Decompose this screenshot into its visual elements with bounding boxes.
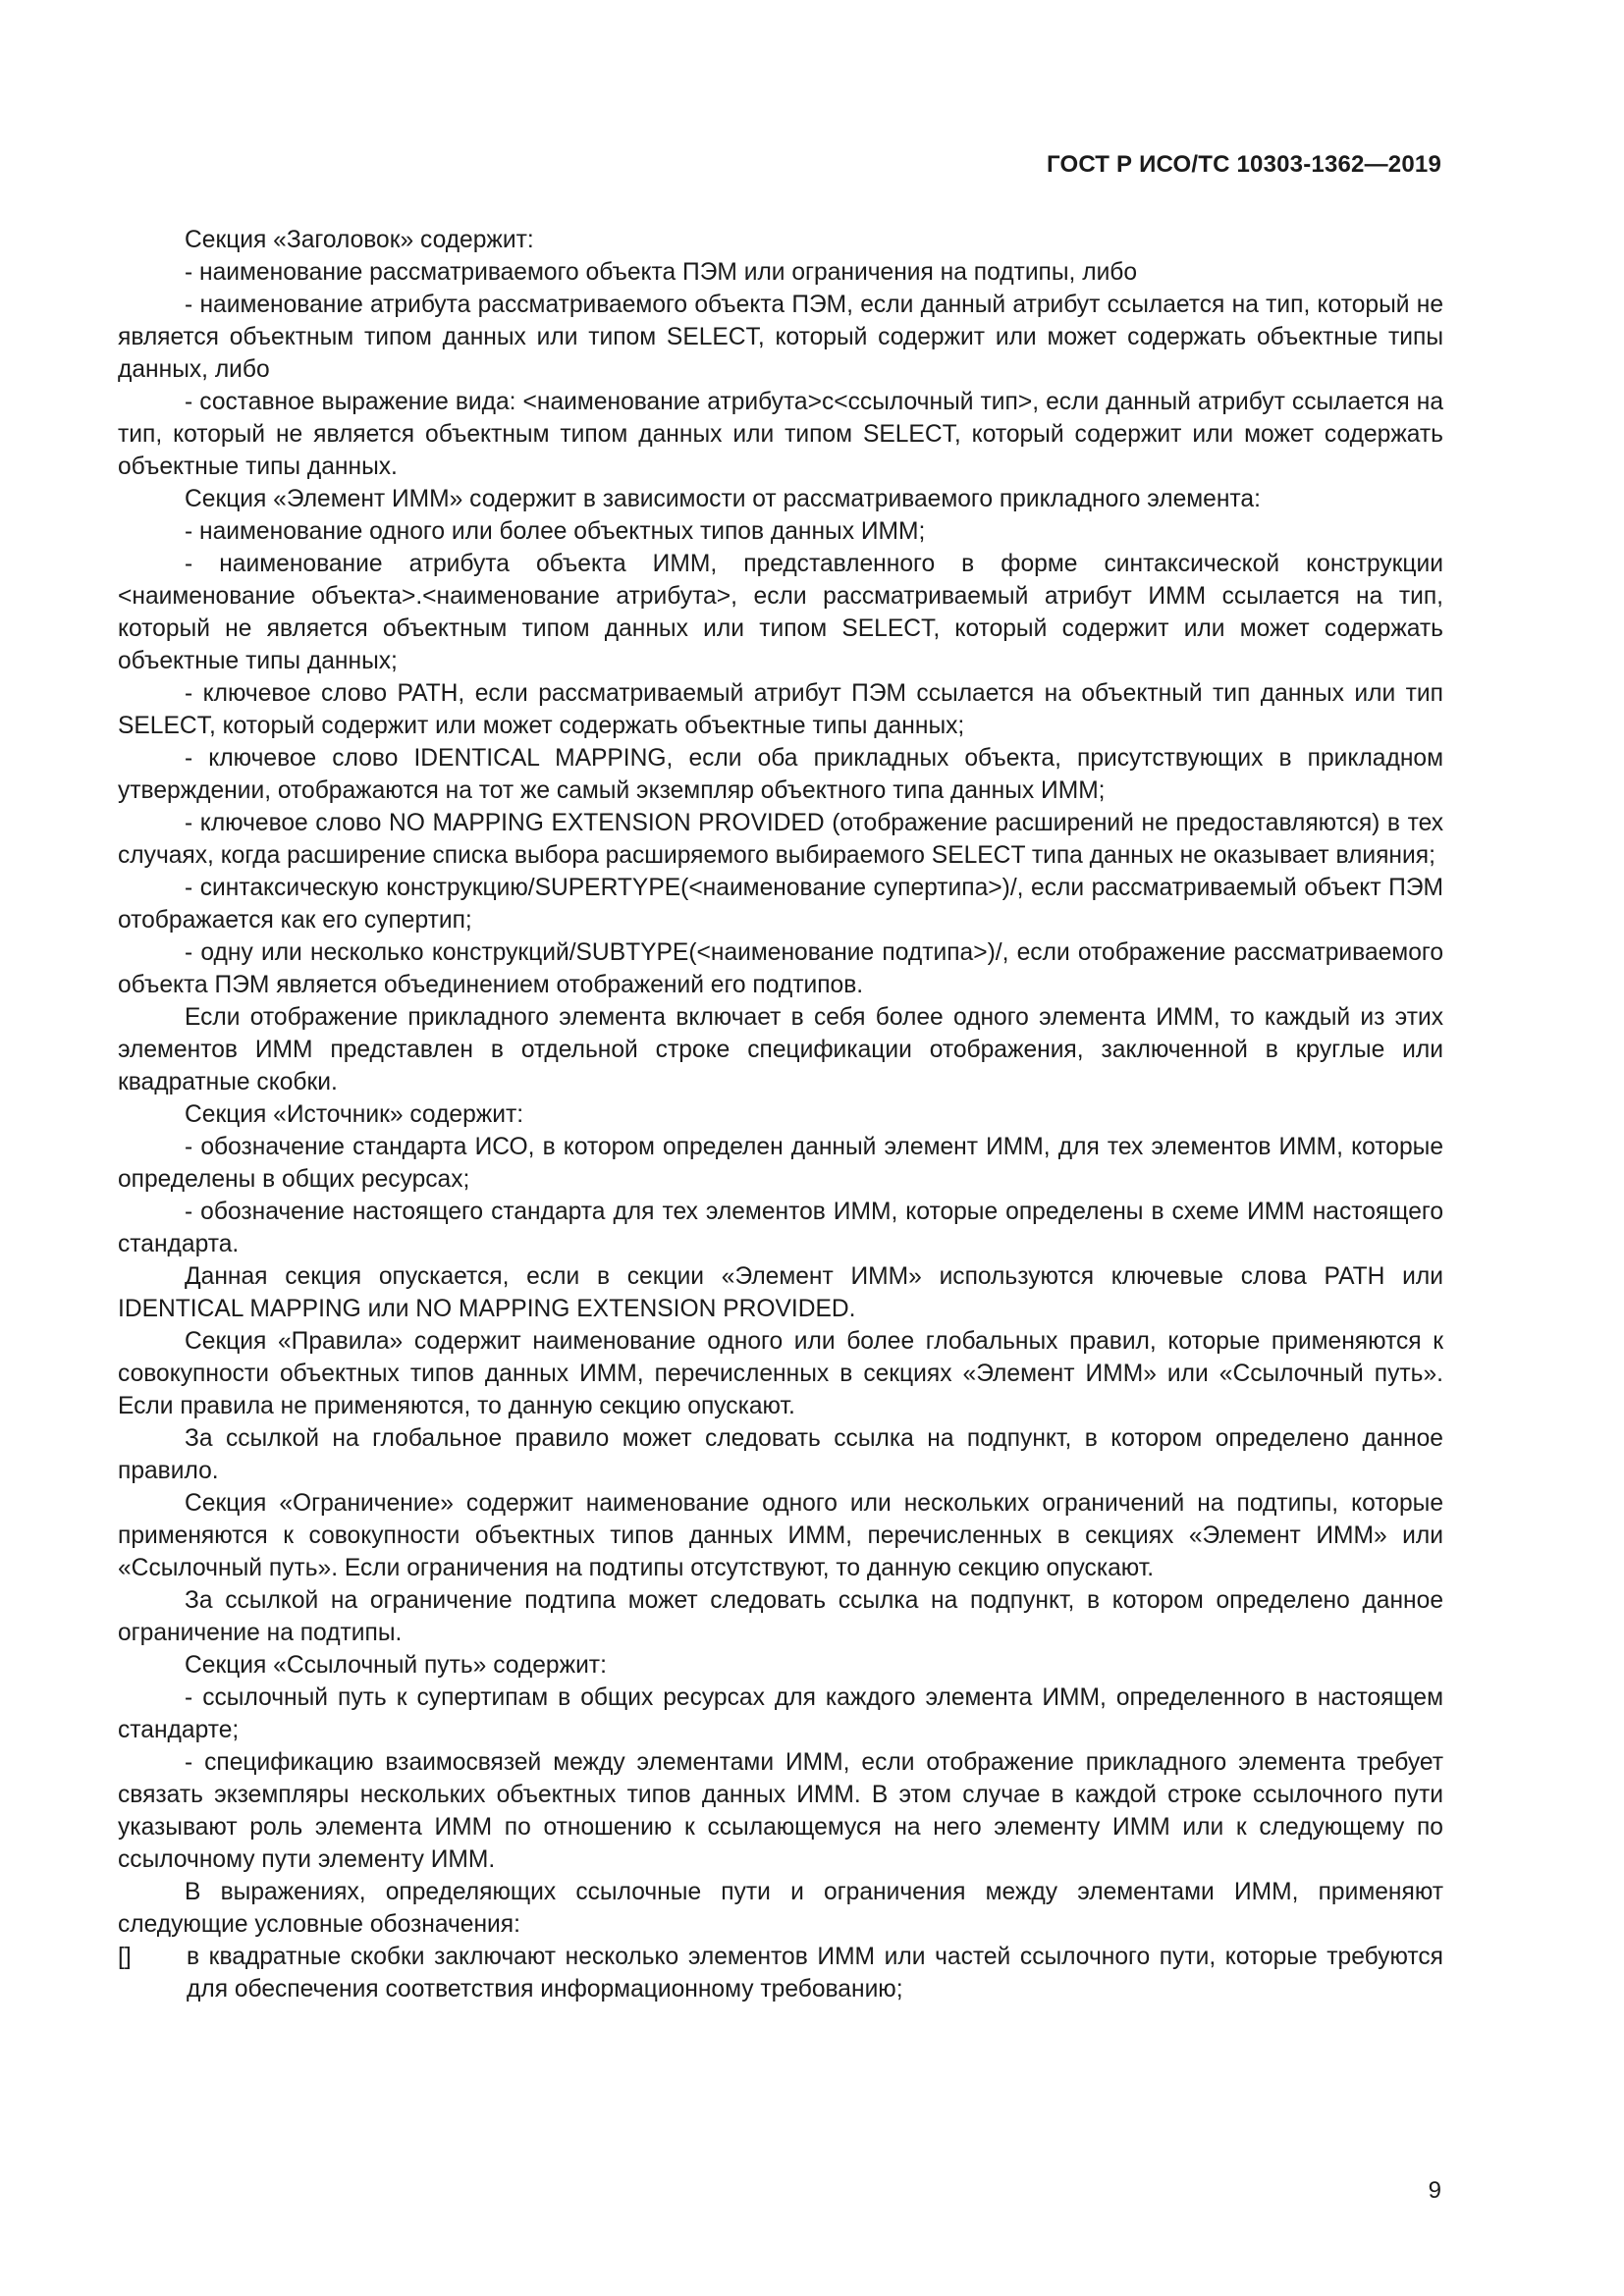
paragraph: - ключевое слово PATH, если рассматриваемый атрибут ПЭМ ссылается на объектный тип данных или тип SELECT, который содержит или может содержать объектные типы данных; xyxy=(118,680,1443,739)
paragraph: - ссылочный путь к супертипам в общих ресурсах для каждого элемента ИММ, определенного в настоящем стандарте; xyxy=(118,1684,1443,1743)
paragraph: Секция «Ограничение» содержит наименование одного или нескольких ограничений на подтипы, которые применяются к совокупности объектных типов данных ИММ, перечисленных в секциях «Элемент ИММ» или «Ссылочный путь». Если ограничения на подтипы отсутствуют, то данную секцию опускают. xyxy=(118,1490,1443,1581)
document-header: ГОСТ Р ИСО/ТС 10303-1362—2019 xyxy=(1047,151,1441,178)
paragraph: Секция «Элемент ИММ» содержит в зависимости от рассматриваемого прикладного элемента: xyxy=(185,486,1261,512)
paragraph: Секция «Правила» содержит наименование одного или более глобальных правил, которые применяются к совокупности объектных типов данных ИММ, перечисленных в секциях «Элемент ИММ» или «Ссылочный путь». Если правила не применяются, то данную секцию опускают. xyxy=(118,1328,1443,1419)
paragraph: - обозначение настоящего стандарта для тех элементов ИММ, которые определены в схеме ИММ настоящего стандарта. xyxy=(118,1199,1443,1257)
paragraph: - синтаксическую конструкцию/SUPERTYPE(<наименование супертипа>)/, если рассматриваемый объект ПЭМ отображается как его супертип; xyxy=(118,875,1443,934)
paragraph: - наименование рассматриваемого объекта ПЭМ или ограничения на подтипы, либо xyxy=(185,259,1138,286)
paragraph: Данная секция опускается, если в секции «Элемент ИММ» используются ключевые слова PATH или IDENTICAL MAPPING или NO MAPPING EXTENSION PROVIDED. xyxy=(118,1263,1443,1322)
paragraph: - обозначение стандарта ИСО, в котором определен данный элемент ИММ, для тех элементов ИММ, которые определены в общих ресурсах; xyxy=(118,1134,1443,1193)
paragraph: - составное выражение вида: <наименование атрибута>с<ссылочный тип>, если данный атрибут ссылается на тип, который не является объектным типом данных или типом SELECT, который содержит или может содержать объектные типы данных. xyxy=(118,389,1443,480)
paragraph: Секция «Источник» содержит: xyxy=(185,1101,524,1128)
paragraph: В выражениях, определяющих ссылочные пути и ограничения между элементами ИММ, применяют следующие условные обозначения: xyxy=(118,1879,1443,1938)
paragraph: - одну или несколько конструкций/SUBTYPE(<наименование подтипа>)/, если отображение рассматриваемого объекта ПЭМ является объединением отображений его подтипов. xyxy=(118,939,1443,998)
paragraph: - ключевое слово NO MAPPING EXTENSION PROVIDED (отображение расширений не предоставляются) в тех случаях, когда расширение списка выбора расширяемого выбираемого SELECT типа данных не оказывает влияния; xyxy=(118,810,1443,869)
paragraph: - спецификацию взаимосвязей между элементами ИММ, если отображение прикладного элемента требует связать экземпляры нескольких объектных типов данных ИММ. В этом случае в каждой строке ссылочного пути указывают роль элемента ИММ по отношению к ссылающемуся на него элементу ИММ или к следующему по ссылочному пути элементу ИММ. xyxy=(118,1749,1443,1873)
paragraph: Секция «Заголовок» содержит: xyxy=(185,227,534,253)
legend-item xyxy=(118,1941,1443,2005)
paragraph: - наименование атрибута объекта ИММ, представленного в форме синтаксической конструкции <наименование объекта>.<наименование атрибута>, если рассматриваемый атрибут ИММ ссылается на тип, который не является объектным типом данных или типом SELECT, который содержит или может содержать объектные типы данных; xyxy=(118,551,1443,674)
paragraph: Секция «Ссылочный путь» содержит: xyxy=(185,1652,607,1679)
paragraph: - наименование одного или более объектных типов данных ИММ; xyxy=(185,518,926,545)
paragraph: - ключевое слово IDENTICAL MAPPING, если оба прикладных объекта, присутствующих в прикладном утверждении, отображаются на тот же самый экземпляр объектного типа данных ИММ; xyxy=(118,745,1443,804)
page-number: 9 xyxy=(1428,2177,1441,2204)
paragraph: За ссылкой на глобальное правило может следовать ссылка на подпункт, в котором определено данное правило. xyxy=(118,1425,1443,1484)
document-body xyxy=(118,224,1443,2005)
paragraph: - наименование атрибута рассматриваемого объекта ПЭМ, если данный атрибут ссылается на тип, который не является объектным типом данных или типом SELECT, который содержит или может содержать объектные типы данных, либо xyxy=(118,292,1443,383)
legend-text: в квадратные скобки заключают несколько элементов ИММ или частей ссылочного пути, которые требуются для обеспечения соответствия информационному требованию; xyxy=(187,1944,1443,2002)
legend-symbol: [] xyxy=(118,1944,132,1970)
paragraph: За ссылкой на ограничение подтипа может следовать ссылка на подпункт, в котором определено данное ограничение на подтипы. xyxy=(118,1587,1443,1646)
paragraph: Если отображение прикладного элемента включает в себя более одного элемента ИММ, то каждый из этих элементов ИММ представлен в отдельной строке спецификации отображения, заключенной в круглые или квадратные скобки. xyxy=(118,1004,1443,1095)
